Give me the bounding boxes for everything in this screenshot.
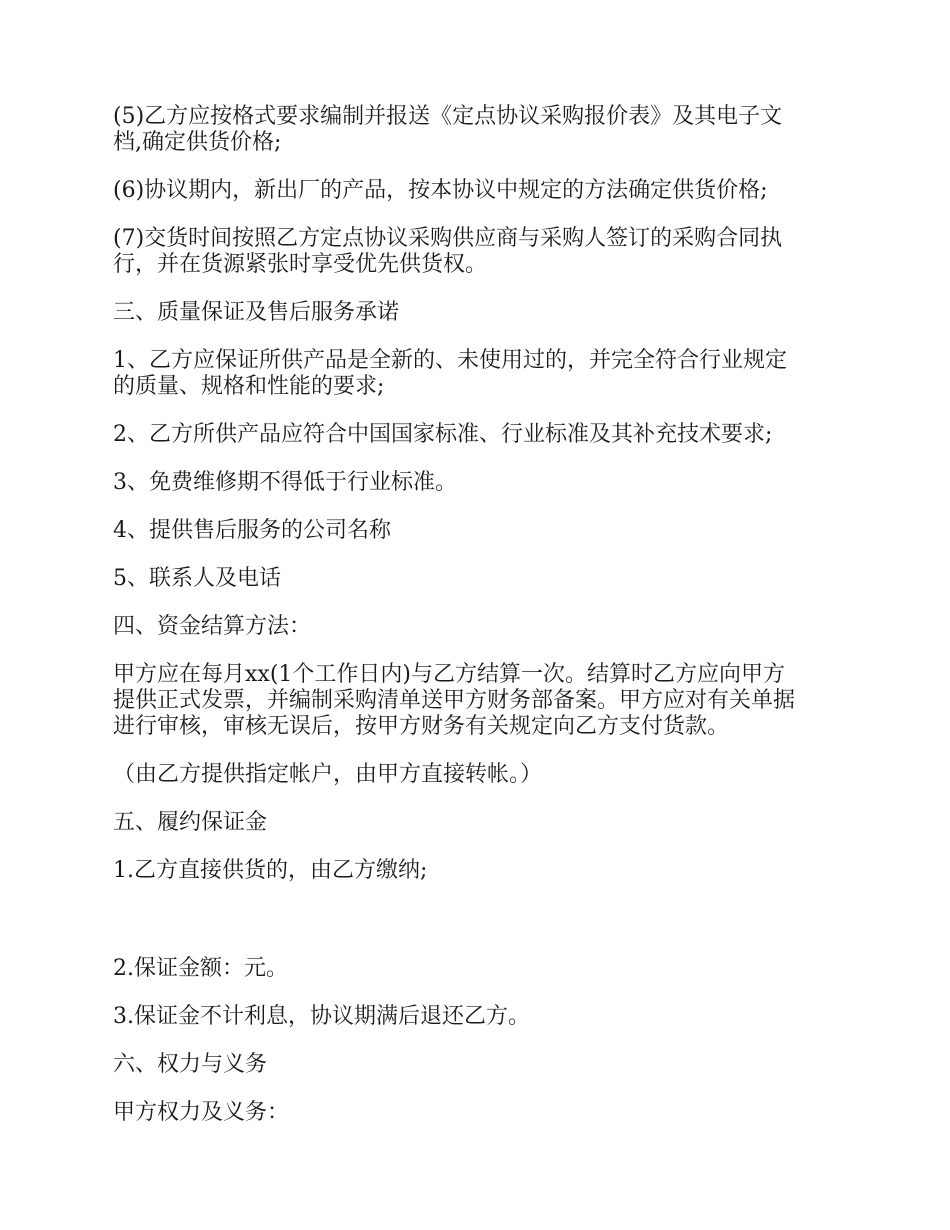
text-line: （由乙方提供指定帐户，由甲方直接转帐。） bbox=[113, 762, 543, 787]
blank-space bbox=[113, 906, 843, 956]
document-page bbox=[113, 104, 843, 1148]
text-line: 甲方应在每月xx(1个工作日内)与乙方结算一次。结算时乙方应向甲方 bbox=[113, 662, 785, 687]
heading-text: 五、履约保证金 bbox=[113, 810, 268, 835]
party-a-rights-heading bbox=[113, 1100, 843, 1126]
quality-item-4 bbox=[113, 518, 843, 544]
text-line: 甲方权力及义务： bbox=[113, 1100, 290, 1125]
deposit-item-2 bbox=[113, 956, 843, 982]
heading-text: 四、资金结算方法： bbox=[113, 614, 312, 639]
quality-item-1 bbox=[113, 348, 843, 400]
section-heading-deposit bbox=[113, 810, 843, 836]
text-line: 进行审核，审核无误后，按甲方财务有关规定向乙方支付货款。 bbox=[113, 714, 730, 739]
text-line: (6)协议期内，新出厂的产品，按本协议中规定的方法确定供货价格; bbox=[113, 178, 768, 203]
text-line: 的质量、规格和性能的要求; bbox=[113, 374, 385, 399]
text-line: (7)交货时间按照乙方定点协议采购供应商与采购人签订的采购合同执 bbox=[113, 226, 783, 251]
clause-5 bbox=[113, 104, 843, 156]
section-heading-rights bbox=[113, 1052, 843, 1078]
text-line: 5、联系人及电话 bbox=[113, 566, 281, 591]
text-line: (5)乙方应按格式要求编制并报送《定点协议采购报价表》及其电子文 bbox=[113, 104, 783, 129]
settlement-body bbox=[113, 662, 843, 740]
text-line: 3、免费维修期不得低于行业标准。 bbox=[113, 470, 457, 495]
deposit-item-3 bbox=[113, 1004, 843, 1030]
text-line: 1、乙方应保证所供产品是全新的、未使用过的，并完全符合行业规定 bbox=[113, 348, 787, 373]
deposit-item-1 bbox=[113, 858, 843, 884]
text-line: 提供正式发票，并编制采购清单送甲方财务部备案。甲方应对有关单据 bbox=[113, 688, 796, 713]
settlement-note bbox=[113, 762, 843, 788]
text-line: 1.乙方直接供货的，由乙方缴纳; bbox=[113, 858, 428, 883]
quality-item-3 bbox=[113, 470, 843, 496]
clause-7 bbox=[113, 226, 843, 278]
heading-text: 六、权力与义务 bbox=[113, 1052, 268, 1077]
text-line: 4、提供售后服务的公司名称 bbox=[113, 518, 391, 543]
text-line: 3.保证金不计利息，协议期满后退还乙方。 bbox=[113, 1004, 530, 1029]
section-heading-quality bbox=[113, 300, 843, 326]
text-line: 行，并在货源紧张时享受优先供货权。 bbox=[113, 252, 488, 277]
quality-item-5 bbox=[113, 566, 843, 592]
text-line: 2.保证金额：元。 bbox=[113, 956, 288, 981]
text-line: 档,确定供货价格; bbox=[113, 130, 282, 155]
quality-item-2 bbox=[113, 422, 843, 448]
section-heading-settlement bbox=[113, 614, 843, 640]
text-line: 2、乙方所供产品应符合中国国家标准、行业标准及其补充技术要求; bbox=[113, 422, 773, 447]
clause-6 bbox=[113, 178, 843, 204]
heading-text: 三、质量保证及售后服务承诺 bbox=[113, 300, 400, 325]
